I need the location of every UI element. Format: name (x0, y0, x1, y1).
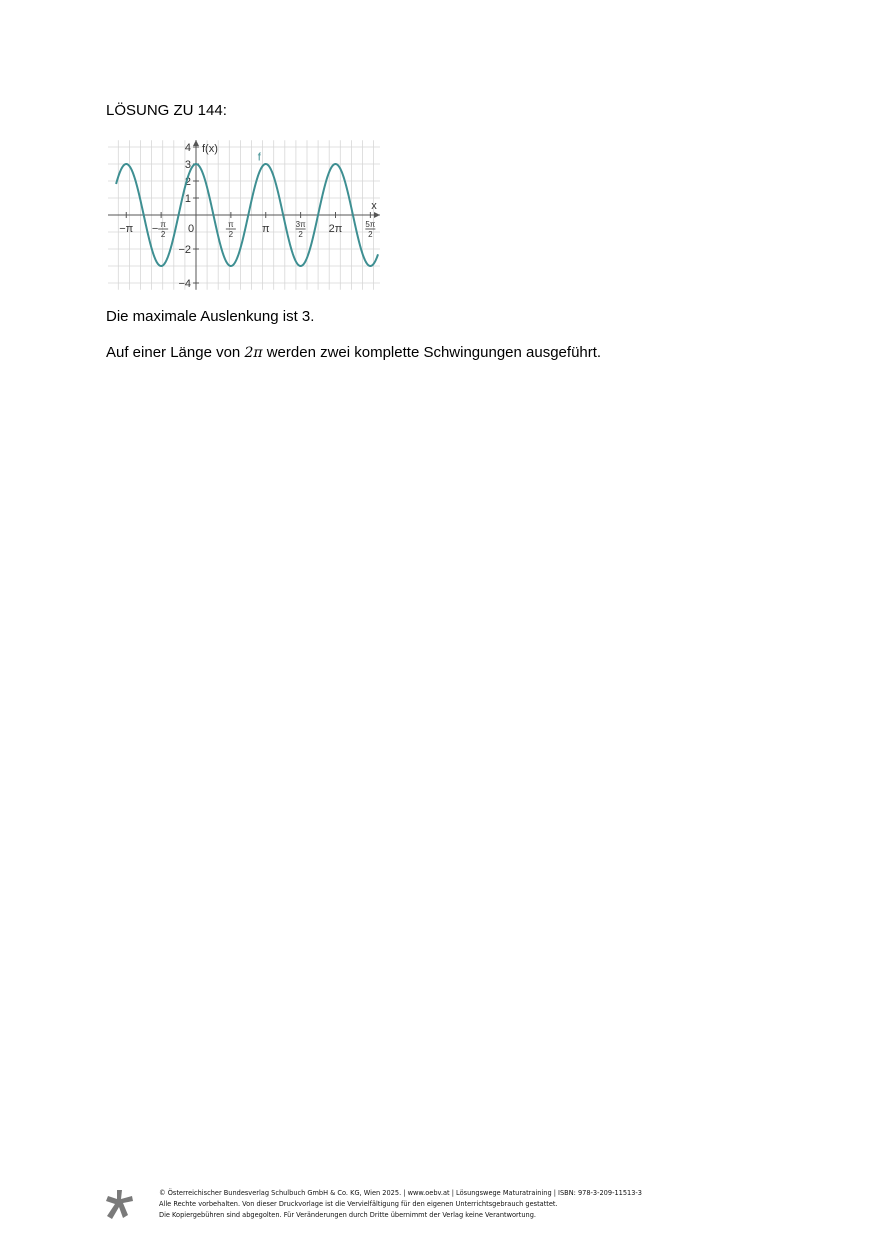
x-tick-label-denominator: 2 (160, 230, 166, 239)
f-curve-label: f (257, 151, 261, 164)
x-tick-label-denominator: 2 (368, 230, 373, 239)
x-tick-label-denominator: 2 (228, 230, 234, 239)
oscillation-text (106, 344, 601, 361)
copyright-text (159, 1188, 642, 1221)
x-axis-label: x (371, 200, 377, 212)
copyright-line-3: Die Kopiergebühren sind abgegolten. Für Veränderungen durch Dritte übernimmt der Verlag keine Verantwortung. (159, 1211, 536, 1219)
solution-heading: LÖSUNG ZU 144: (106, 102, 227, 119)
y-axis-label: f(x) (202, 143, 218, 155)
x-tick-label-numerator: 3π (295, 220, 306, 229)
copyright-line-2: Alle Rechte vorbehalten. Von dieser Druckvorlage ist die Vervielfältigung für den eigenen Unterrichtsgebrauch gestattet. (159, 1200, 558, 1208)
oscillation-text-end: werden zwei komplette Schwingungen ausgeführt. (262, 344, 602, 361)
two-pi-math: 2π (244, 345, 263, 361)
x-tick-label-numerator: 5π (365, 220, 376, 229)
x-tick-label: π (261, 223, 270, 235)
publisher-logo-icon (104, 1188, 136, 1222)
x-tick-label: 0 (187, 223, 195, 235)
y-tick-label: 1 (184, 193, 191, 205)
y-tick-label: −4 (178, 278, 191, 290)
y-tick-label: −2 (178, 244, 191, 256)
max-amplitude-text: Die maximale Auslenkung ist 3. (106, 308, 315, 325)
x-tick-label: −π (119, 223, 134, 235)
copyright-line-1: © Österreichischer Bundesverlag Schulbuch GmbH & Co. KG, Wien 2025. | www.oebv.at | Lösungswege Maturatraining | ISBN: 978-3-209-11513-3 (159, 1189, 642, 1197)
oscillation-text-start: Auf einer Länge von (106, 344, 245, 361)
x-tick-label-numerator: π (160, 220, 166, 229)
y-tick-label: 3 (184, 159, 191, 171)
x-tick-label-numerator: π (228, 220, 234, 229)
page-footer (104, 1188, 824, 1228)
y-tick-label: 4 (184, 142, 191, 154)
function-graph (108, 137, 384, 293)
x-tick-label: − (151, 223, 159, 235)
x-tick-label: 2π (328, 223, 343, 235)
x-tick-label-denominator: 2 (298, 230, 303, 239)
graph-svg (108, 137, 384, 293)
y-tick-label: 2 (184, 176, 191, 188)
